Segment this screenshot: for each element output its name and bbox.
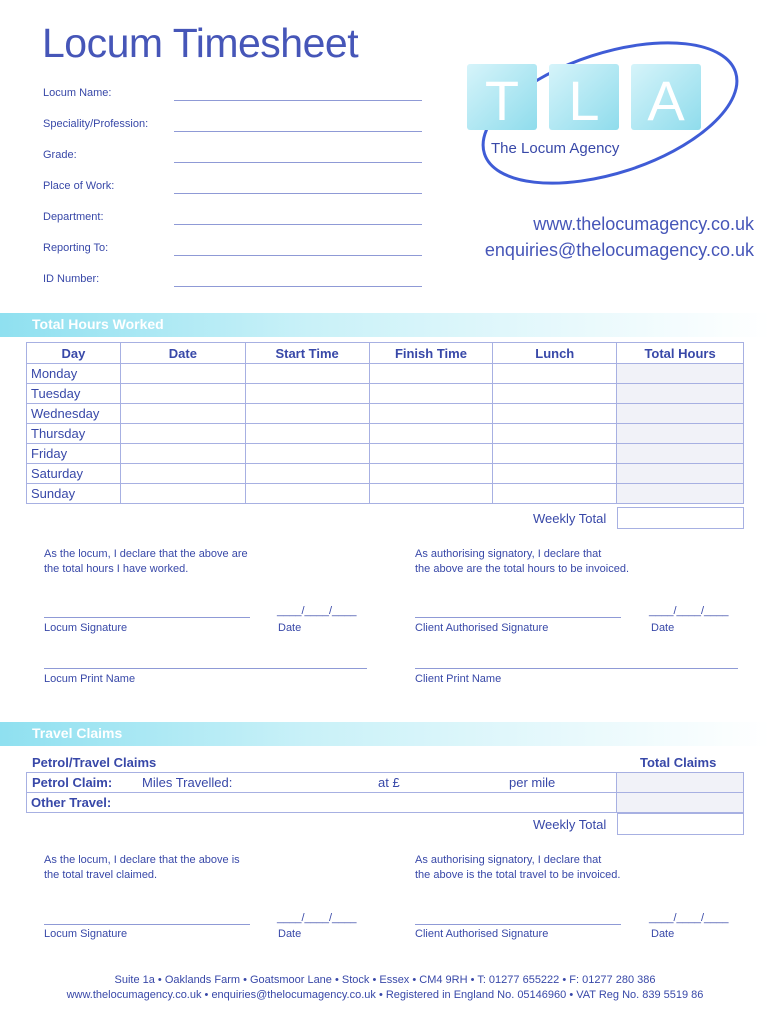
date-cell[interactable]	[120, 364, 245, 384]
locum-signature-line[interactable]	[44, 617, 250, 618]
declaration-line: As the locum, I declare that the above is	[44, 854, 240, 866]
page-title: Locum Timesheet	[42, 20, 359, 66]
start-cell[interactable]	[245, 424, 369, 444]
id-number-label: ID Number:	[43, 273, 100, 285]
declaration-line: As authorising signatory, I declare that	[415, 548, 602, 560]
lunch-cell[interactable]	[493, 404, 617, 424]
speciality-label: Speciality/Profession:	[43, 118, 149, 130]
declaration-line: As authorising signatory, I declare that	[415, 854, 602, 866]
col-date: Date	[120, 343, 245, 364]
day-thursday: Thursday	[27, 424, 121, 444]
travel-locum-signature-line[interactable]	[44, 924, 250, 925]
travel-section-title: Travel Claims	[32, 725, 123, 741]
hours-declaration-client	[415, 547, 629, 577]
locum-date-blank[interactable]: ____/____/____	[277, 605, 357, 617]
table-row	[27, 384, 744, 404]
travel-client-signature-label: Client Authorised Signature	[415, 928, 549, 940]
finish-cell[interactable]	[369, 464, 493, 484]
total-cell[interactable]	[617, 464, 744, 484]
email-link[interactable]: enquiries@thelocumagency.co.uk	[484, 240, 754, 260]
reporting-to-field[interactable]	[174, 255, 422, 256]
total-cell[interactable]	[617, 444, 744, 464]
total-cell[interactable]	[617, 484, 744, 504]
locum-name-field[interactable]	[174, 100, 422, 101]
total-cell[interactable]	[617, 364, 744, 384]
day-tuesday: Tuesday	[27, 384, 121, 404]
petrol-total-cell[interactable]	[617, 773, 744, 793]
travel-table	[26, 772, 744, 813]
declaration-line: the above are the total hours to be invoiced.	[415, 563, 630, 575]
lunch-cell[interactable]	[493, 364, 617, 384]
lunch-cell[interactable]	[493, 444, 617, 464]
table-row	[27, 404, 744, 424]
table-row	[27, 444, 744, 464]
travel-client-signature-line[interactable]	[415, 924, 621, 925]
logo-letter-l: L	[568, 69, 600, 132]
total-cell[interactable]	[617, 424, 744, 444]
client-date-label: Date	[651, 622, 675, 634]
finish-cell[interactable]	[369, 484, 493, 504]
per-mile-label: per mile	[509, 775, 556, 790]
travel-declaration-client	[415, 853, 620, 883]
locum-name-label: Locum Name:	[43, 87, 112, 99]
client-signature-line[interactable]	[415, 617, 621, 618]
date-cell[interactable]	[120, 404, 245, 424]
grade-field[interactable]	[174, 162, 422, 163]
department-field[interactable]	[174, 224, 422, 225]
total-cell[interactable]	[617, 404, 744, 424]
start-cell[interactable]	[245, 364, 369, 384]
hours-weekly-total-box[interactable]	[617, 507, 744, 529]
date-cell[interactable]	[120, 384, 245, 404]
date-cell[interactable]	[120, 424, 245, 444]
hours-section-title: Total Hours Worked	[32, 316, 164, 332]
hours-weekly-total-label: Weekly Total	[533, 511, 607, 526]
day-friday: Friday	[27, 444, 121, 464]
col-total-hours: Total Hours	[617, 343, 744, 364]
travel-locum-date-blank[interactable]: ____/____/____	[277, 912, 357, 924]
start-cell[interactable]	[245, 484, 369, 504]
grade-label: Grade:	[43, 149, 77, 161]
hours-table	[26, 342, 744, 504]
date-cell[interactable]	[120, 484, 245, 504]
footer-registration: www.thelocumagency.co.uk • enquiries@thelocumagency.co.uk • Registered in England No. 05146960 • VAT Reg No. 839 5519 86	[66, 989, 704, 1001]
travel-weekly-total-box[interactable]	[617, 813, 744, 835]
reporting-to-label: Reporting To:	[43, 242, 109, 254]
hours-declaration-locum	[44, 547, 248, 577]
declaration-line: the above is the total travel to be invoiced.	[415, 869, 621, 881]
finish-cell[interactable]	[369, 424, 493, 444]
lunch-cell[interactable]	[493, 464, 617, 484]
id-number-field[interactable]	[174, 286, 422, 287]
lunch-cell[interactable]	[493, 424, 617, 444]
petrol-claim-row	[27, 773, 744, 793]
petrol-claim-label: Petrol Claim:	[32, 775, 113, 790]
start-cell[interactable]	[245, 444, 369, 464]
other-travel-total-cell[interactable]	[617, 793, 744, 813]
travel-subtitle: Petrol/Travel Claims	[32, 755, 157, 770]
table-row	[27, 424, 744, 444]
col-day: Day	[27, 343, 121, 364]
table-row	[27, 484, 744, 504]
start-cell[interactable]	[245, 404, 369, 424]
date-cell[interactable]	[120, 464, 245, 484]
tla-logo	[455, 28, 755, 198]
day-monday: Monday	[27, 364, 121, 384]
locum-print-label: Locum Print Name	[44, 673, 136, 685]
place-of-work-field[interactable]	[174, 193, 422, 194]
client-date-blank[interactable]: ____/____/____	[649, 605, 729, 617]
start-cell[interactable]	[245, 384, 369, 404]
travel-weekly-total-label: Weekly Total	[533, 817, 607, 832]
finish-cell[interactable]	[369, 384, 493, 404]
finish-cell[interactable]	[369, 404, 493, 424]
footer-address: Suite 1a • Oaklands Farm • Goatsmoor Lane • Stock • Essex • CM4 9RH • T: 01277 655222 • F: 01277 280 386	[114, 974, 656, 986]
hours-section-band	[0, 313, 770, 337]
locum-print-line[interactable]	[44, 668, 367, 669]
client-print-label: Client Print Name	[415, 673, 502, 685]
total-claims-label: Total Claims	[640, 755, 717, 770]
travel-locum-date-label: Date	[278, 928, 302, 940]
logo-letter-a: A	[647, 69, 685, 132]
declaration-line: As the locum, I declare that the above are	[44, 548, 248, 560]
col-finish-time: Finish Time	[369, 343, 493, 364]
locum-date-label: Date	[278, 622, 302, 634]
lunch-cell[interactable]	[493, 484, 617, 504]
lunch-cell[interactable]	[493, 384, 617, 404]
logo-letter-t: T	[484, 69, 520, 132]
travel-client-date-label: Date	[651, 928, 675, 940]
locum-signature-label: Locum Signature	[44, 622, 128, 634]
declaration-line: the total travel claimed.	[44, 869, 158, 881]
col-start-time: Start Time	[245, 343, 369, 364]
travel-section-band	[0, 722, 770, 746]
table-row	[27, 364, 744, 384]
start-cell[interactable]	[245, 464, 369, 484]
finish-cell[interactable]	[369, 444, 493, 464]
miles-travelled-label: Miles Travelled:	[142, 775, 233, 790]
logo-tagline: The Locum Agency	[491, 140, 620, 157]
client-signature-label: Client Authorised Signature	[415, 622, 549, 634]
petrol-claim-cell	[27, 773, 617, 793]
travel-declaration-locum	[44, 853, 240, 883]
date-cell[interactable]	[120, 444, 245, 464]
travel-locum-signature-label: Locum Signature	[44, 928, 128, 940]
travel-client-date-blank[interactable]: ____/____/____	[649, 912, 729, 924]
col-lunch: Lunch	[493, 343, 617, 364]
hours-header-row	[27, 343, 744, 364]
total-cell[interactable]	[617, 384, 744, 404]
department-label: Department:	[43, 211, 104, 223]
client-print-line[interactable]	[415, 668, 738, 669]
rate-label: at £	[378, 775, 400, 790]
website-link[interactable]: www.thelocumagency.co.uk	[533, 214, 754, 234]
day-wednesday: Wednesday	[27, 404, 121, 424]
finish-cell[interactable]	[369, 364, 493, 384]
day-saturday: Saturday	[27, 464, 121, 484]
day-sunday: Sunday	[27, 484, 121, 504]
place-of-work-label: Place of Work:	[43, 180, 115, 192]
table-row	[27, 464, 744, 484]
other-travel-row	[27, 793, 744, 813]
speciality-field[interactable]	[174, 131, 422, 132]
declaration-line: the total hours I have worked.	[44, 563, 189, 575]
other-travel-label: Other Travel:	[27, 793, 617, 813]
